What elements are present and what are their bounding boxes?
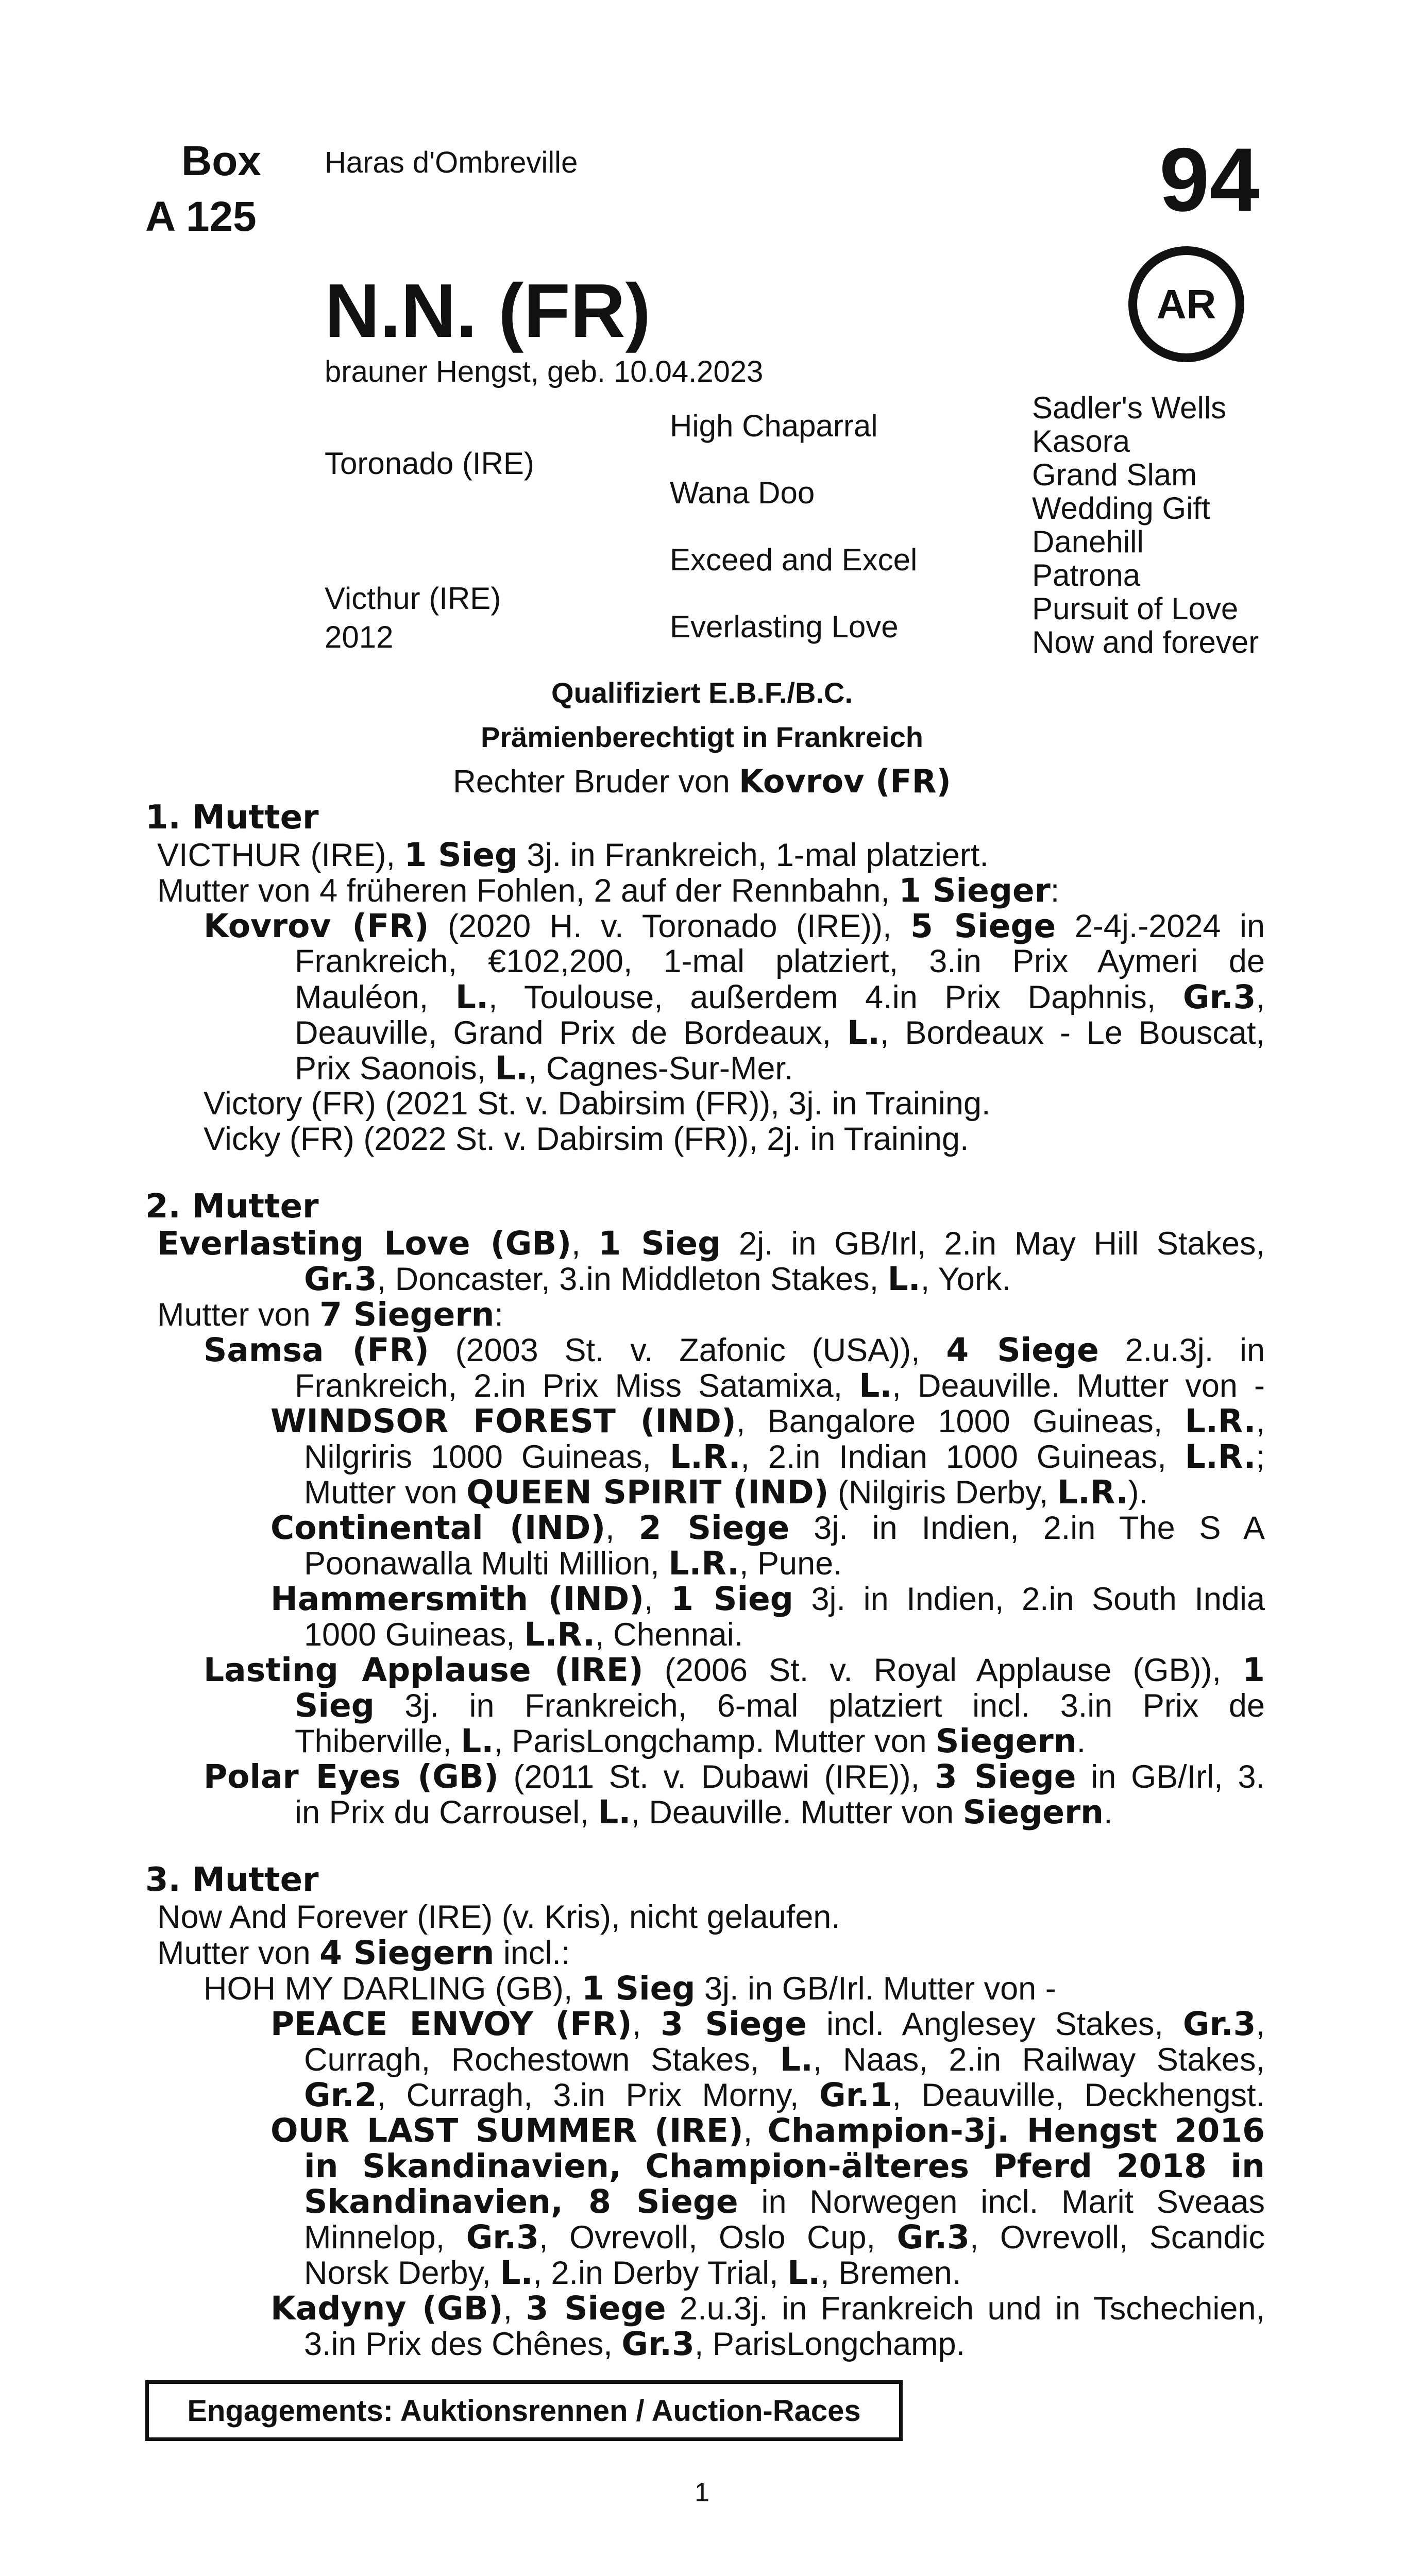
text-segment: , ParisLongchamp. [694,2326,966,2362]
pedigree-dam-year: 2012 [325,620,394,654]
pedigree-great-grandparent: Grand Slam [1032,457,1197,492]
text-segment: (2020 H. v. Toronado (IRE)), [429,908,910,944]
text-segment: Now And Forever (IRE) (v. Kris), nicht gelaufen. [157,1899,840,1935]
text-line [157,1934,570,1972]
bold-segment: L. [455,978,488,1016]
text-segment: ; [1256,1439,1265,1475]
bold-segment: WINDSOR FOREST (IND) [270,1402,736,1440]
text-segment: Victory (FR) (2021 St. v. Dabirsim (FR)), 3j. in Training. [204,1086,991,1122]
bold-segment: Champion-3j. Hengst 2016 [767,2112,1265,2149]
bold-segment: in Skandinavien, Champion-älteres Pferd 2018 in [304,2147,1265,2185]
section-heading: 2. Mutter [145,1188,319,1226]
text-line [204,1331,1265,1369]
text-segment: in Norwegen incl. Marit Sveaas [738,2184,1265,2220]
text-segment: incl. Anglesey Stakes, [806,2006,1183,2042]
text-segment: , 2.in Indian 1000 Guineas, [740,1439,1185,1475]
text-line [295,1722,1086,1760]
bold-segment: L. [461,1722,494,1760]
text-line [204,1123,969,1156]
text-segment: . [1076,1723,1086,1759]
text-segment: , [1256,2006,1265,2042]
bold-segment: Skandinavien, 8 Siege [304,2183,738,2221]
bold-segment: 1 Sieg [404,836,518,874]
bold-segment: Lasting Applause (IRE) [204,1651,644,1689]
text-line [157,836,989,874]
pedigree-dam: Victhur (IRE) [325,581,501,616]
text-segment: (2003 St. v. Zafonic (USA)), [429,1332,946,1368]
bold-segment: Everlasting Love (GB) [157,1225,572,1262]
text-segment: , Bangalore 1000 Guineas, [736,1403,1185,1439]
text-segment: Mauléon, [295,979,455,1015]
bold-segment: L. [887,1260,921,1298]
text-segment: 2.u.3j. in [1098,1332,1265,1368]
text-segment: Curragh, Rochestown Stakes, [304,2042,780,2078]
text-line [304,2254,961,2292]
sibling-prefix: Rechter Bruder von [453,764,739,800]
text-segment: . [1104,1794,1113,1831]
section-heading: 1. Mutter [145,799,319,837]
pedigree-grandparent: Exceed and Excel [670,543,918,577]
text-line [295,1369,1265,1402]
text-segment: 3j. in GB/Irl. Mutter von - [695,1971,1056,2007]
engagements-box [145,2380,903,2441]
text-line [204,1088,991,1120]
bold-segment: L.R. [669,1438,741,1476]
text-line [157,1298,503,1331]
bold-segment: L.R. [524,1616,596,1653]
text-segment: , [644,1581,671,1617]
text-line [157,1227,1265,1260]
text-segment: , [571,1226,599,1262]
text-segment: incl.: [494,1935,570,1971]
text-line [270,1580,1265,1618]
page-number: 1 [695,2478,709,2507]
text-segment: , ParisLongchamp. Mutter von [494,1723,936,1759]
text-line [270,1509,1265,1547]
text-segment: , Ovrevoll, Oslo Cup, [539,2219,897,2256]
text-line [204,1972,1056,2005]
text-segment: (2011 St. v. Dubawi (IRE)), [498,1759,935,1795]
pedigree-sire: Toronado (IRE) [325,446,534,481]
bold-segment: Gr.1 [819,2076,892,2114]
bold-segment: 3 Siege [661,2005,807,2043]
qualification-ebf: Qualifiziert E.B.F./B.C. [551,676,853,709]
bold-segment: QUEEN SPIRIT (IND) [466,1473,829,1511]
pedigree-grandparent: High Chaparral [670,409,878,443]
text-segment: 2j. in GB/Irl, 2.in May Hill Stakes, [721,1226,1265,1262]
text-segment: Vicky (FR) (2022 St. v. Dabirsim (FR)), 2j. in Training. [204,1121,969,1157]
text-segment: Frankreich, €102,200, 1-mal platziert, 3.in Prix Aymeri de [295,943,1265,979]
text-segment: : [1050,873,1060,909]
bold-segment: Gr.3 [304,1260,377,1298]
text-line [304,2043,1265,2076]
text-line [270,2292,1265,2325]
text-segment: , Deauville. Mutter von [631,1794,963,1831]
bold-segment: Siegern [962,1793,1104,1831]
sibling-line [0,762,1404,800]
bold-segment: L. [859,1367,892,1404]
text-line [304,2218,1265,2256]
text-segment: , [1256,979,1265,1015]
text-line [304,1260,1011,1298]
text-segment: , Chennai. [595,1617,743,1653]
bold-segment: Siegern [936,1722,1077,1760]
bold-segment: Gr.2 [304,2076,377,2114]
bold-segment: PEACE ENVOY (FR) [270,2005,632,2043]
text-segment: Nilgriris 1000 Guineas, [304,1439,670,1475]
text-line [157,874,1059,907]
horse-name: N.N. (FR) [325,268,651,353]
text-segment: , Cagnes-Sur-Mer. [528,1050,793,1087]
text-segment: Prix Saonois, [295,1050,495,1087]
text-segment: , [1256,1403,1265,1439]
horse-description: brauner Hengst, geb. 10.04.2023 [325,355,764,388]
text-line [304,1473,1148,1511]
bold-segment: Continental (IND) [270,1509,606,1547]
text-segment: Mutter von 4 früheren Fohlen, 2 auf der Rennbahn, [157,873,899,909]
bold-segment: 4 Siegern [319,1934,495,1972]
text-segment: HOH MY DARLING (GB), [204,1971,582,2007]
text-segment: (2006 St. v. Royal Applause (GB)), [643,1652,1243,1688]
text-segment: , [632,2006,661,2042]
bold-segment: L. [495,1049,528,1087]
bold-segment: 2 Siege [638,1509,790,1547]
text-line [304,2076,1265,2114]
text-segment: Deauville, Grand Prix de Bordeaux, [295,1015,847,1051]
text-line [295,1689,1265,1722]
pedigree-grandparent: Everlasting Love [670,609,899,644]
text-line [295,945,1265,978]
text-segment: 3j. in Frankreich, 6-mal platziert incl. 3.in Prix de [374,1688,1265,1724]
text-line [304,2147,1265,2185]
text-segment: 2.u.3j. in Frankreich und in Tschechien, [666,2291,1265,2327]
bold-segment: L. [598,1793,631,1831]
bold-segment: Gr.3 [1182,2005,1256,2043]
text-segment: (Nilgiris Derby, [828,1475,1057,1511]
pedigree-great-grandparent: Danehill [1032,524,1144,559]
text-segment: , 2.in Derby Trial, [533,2255,788,2291]
text-segment: , York. [920,1261,1011,1297]
pedigree-great-grandparent: Now and forever [1032,625,1259,659]
text-segment: Mutter von [157,1935,320,1971]
text-line [304,1547,842,1580]
text-segment: , Pune. [739,1546,842,1582]
text-segment: , Bordeaux - Le Bouscat, [880,1015,1265,1051]
bold-segment: Hammersmith (IND) [270,1580,645,1618]
bold-segment: L.R. [1185,1402,1256,1440]
pedigree-great-grandparent: Patrona [1032,558,1141,592]
text-segment: Thiberville, [295,1723,461,1759]
sibling-name: Kovrov (FR) [738,762,951,800]
text-segment: Frankreich, 2.in Prix Miss Satamixa, [295,1368,859,1404]
bold-segment: 7 Siegern [319,1296,495,1333]
bold-segment: Gr.3 [896,2218,970,2256]
pedigree-great-grandparent: Sadler's Wells [1032,391,1227,425]
text-segment: 3.in Prix des Chênes, [304,2326,622,2362]
bold-segment: L.R. [1185,1438,1256,1476]
text-segment: : [494,1297,503,1333]
text-segment: , Toulouse, außerdem 4.in Prix Daphnis, [488,979,1183,1015]
ar-badge-label: AR [1156,281,1216,327]
text-line [204,1760,1265,1793]
pedigree-grandparent: Wana Doo [670,476,815,510]
bold-segment: Gr.3 [621,2325,695,2363]
bold-segment: 5 Siege [910,907,1056,945]
bold-segment: 1 Sieg [598,1225,721,1262]
text-segment: in GB/Irl, 3. [1076,1759,1265,1795]
pedigree-great-grandparent: Pursuit of Love [1032,591,1239,626]
text-line [270,1402,1265,1440]
lot-number: 94 [1159,130,1260,230]
text-segment: , Deauville, Deckhengst. [892,2077,1265,2113]
bold-segment: Gr.3 [1182,978,1256,1016]
pedigree-great-grandparent: Wedding Gift [1032,491,1210,526]
text-line [304,1438,1265,1476]
section-heading: 3. Mutter [145,1861,319,1899]
text-line [157,1901,840,1934]
consignor: Haras d'Ombreville [325,146,578,179]
text-segment: , Deauville. Mutter von - [892,1368,1265,1404]
text-segment: Poonawalla Multi Million, [304,1546,669,1582]
text-segment: , [605,1510,639,1546]
bold-segment: 1 Sieg [581,1970,696,2007]
bold-segment: Polar Eyes (GB) [204,1758,499,1795]
bold-segment: 3 Siege [526,2290,666,2327]
text-segment: , [503,2291,526,2327]
bold-segment: Gr.3 [466,2218,539,2256]
text-segment: Norsk Derby, [304,2255,500,2291]
bold-segment: 4 Siege [946,1331,1099,1369]
bold-segment: Kadyny (GB) [270,2290,503,2327]
box-number: A 125 [145,193,257,240]
text-line [270,2005,1265,2043]
bold-segment: L.R. [1057,1473,1128,1511]
bold-segment: 1 [1242,1651,1265,1689]
text-line [304,2183,1265,2221]
text-line [204,1651,1265,1689]
bold-segment: L. [500,2254,533,2292]
bold-segment: OUR LAST SUMMER (IRE) [270,2112,743,2149]
text-segment: Mutter von [157,1297,320,1333]
text-segment: , Doncaster, 3.in Middleton Stakes, [377,1261,888,1297]
bold-segment: L.R. [668,1545,740,1582]
text-segment: 3j. in Indien, 2.in The S A [789,1510,1265,1546]
bold-segment: 1 Sieger [899,872,1051,909]
bold-segment: L. [847,1014,881,1052]
text-segment: ). [1128,1475,1148,1511]
text-line [295,1793,1113,1831]
bold-segment: 1 Sieg [671,1580,793,1618]
text-line [304,1618,743,1651]
bold-segment: Sieg [295,1687,375,1724]
text-segment: , Bremen. [820,2255,961,2291]
text-segment: , Naas, 2.in Railway Stakes, [813,2042,1265,2078]
bold-segment: Kovrov (FR) [204,907,429,945]
text-segment: , Curragh, 3.in Prix Morny, [377,2077,819,2113]
text-line [295,978,1265,1016]
text-segment: in Prix du Carrousel, [295,1794,598,1831]
text-line [304,2325,966,2363]
text-line [204,907,1265,945]
text-segment: 3j. in Frankreich, 1-mal platziert. [518,837,989,873]
text-line [295,1049,793,1087]
text-line [270,2114,1265,2147]
text-segment: , [743,2113,768,2149]
text-segment: , Ovrevoll, Scandic [970,2219,1265,2256]
ar-badge-icon [1128,246,1244,362]
bold-segment: 3 Siege [934,1758,1076,1795]
text-segment: Mutter von [304,1475,467,1511]
text-line [295,1014,1265,1052]
text-segment: VICTHUR (IRE), [157,837,404,873]
engagements-label: Engagements: Auktionsrennen / Auction-Races [187,2394,861,2428]
text-segment: Minnelop, [304,2219,466,2256]
text-segment: 2-4j.-2024 in [1056,908,1265,944]
bold-segment: L. [780,2041,813,2078]
pedigree-great-grandparent: Kasora [1032,424,1130,459]
bold-segment: Samsa (FR) [204,1331,429,1369]
text-segment: 1000 Guineas, [304,1617,525,1653]
bold-segment: L. [787,2254,821,2292]
qualification-premium: Prämienberechtigt in Frankreich [481,721,923,753]
text-segment: 3j. in Indien, 2.in South India [793,1581,1265,1617]
box-label: Box [181,138,261,184]
